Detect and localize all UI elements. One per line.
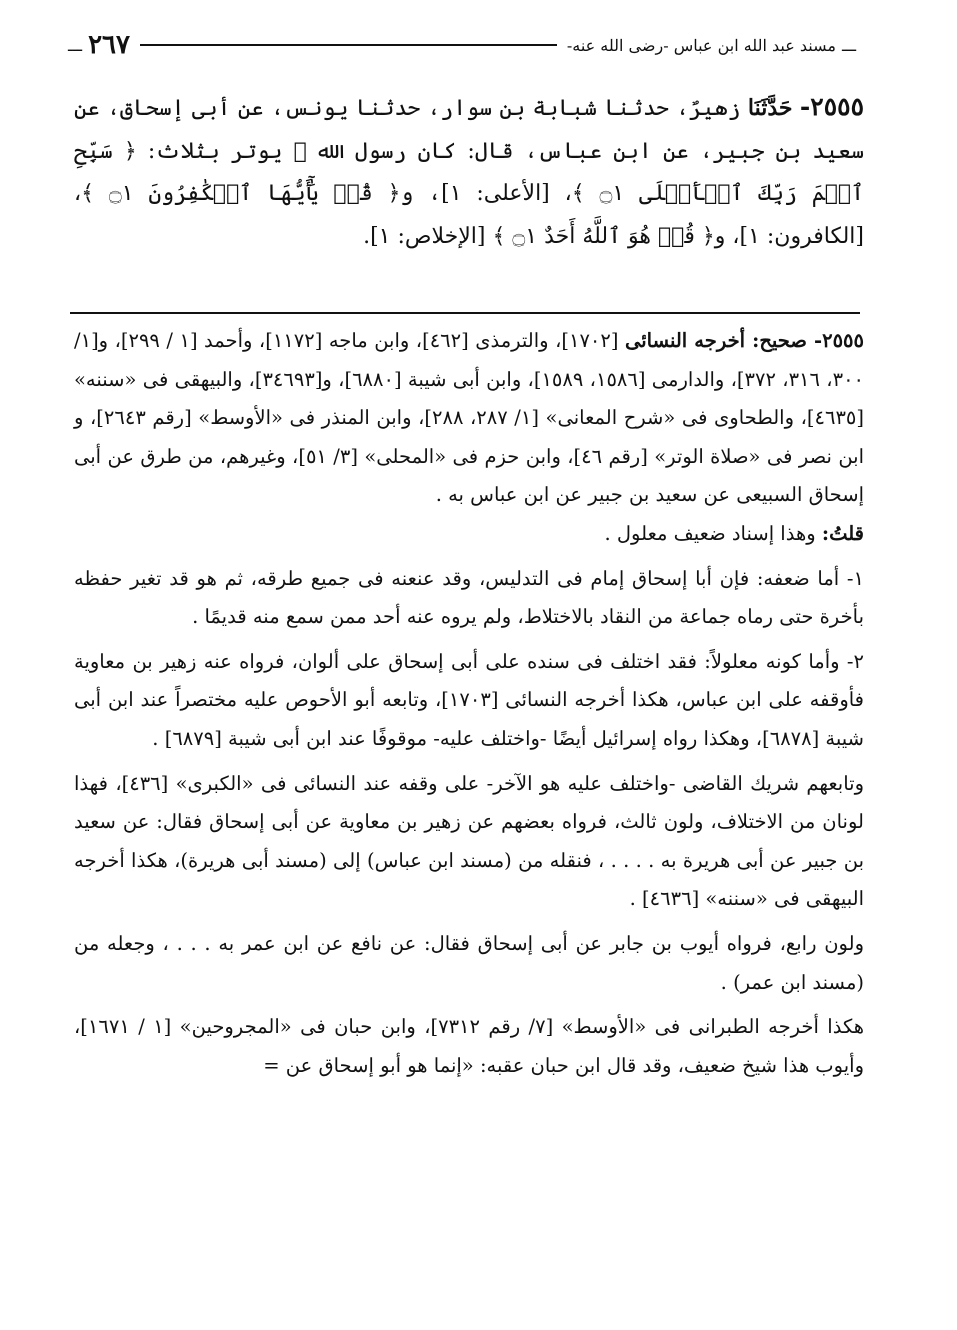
note-paragraph: ولون رابع، فرواه أيوب بن جابر عن أبى إسحاق فقال: عن نافع عن ابن عمر به . . . ، وجعله من (مسند ابن عمر) . xyxy=(74,931,864,994)
header-rule xyxy=(140,44,557,46)
hadith-number: ٢٥٥٥- xyxy=(799,92,864,121)
running-title: مسند عبد الله ابن عباس -رضى الله عنه- xyxy=(566,35,836,55)
hadith-line: سعيد بن جبير، عن ابن عباس، قال: كان رسول الله ﷺ يوتر بثلاث: ﴿ سَبِّحِ ٱسۡمَ رَبِّكَ xyxy=(74,138,864,206)
hadith-text xyxy=(74,86,864,258)
note-paragraph: ٢- وأما كونه معلولاً: فقد اختلف فى سنده على أبى إسحاق على ألوان، فرواه عنه زهير بن معاوية فأوقفه على ابن عباس، هكذا أخرجه النسائى [١٧٠٣]، وتابعه أبو الأحوص عليه مختصراً عند ابن أبى شيبة [٦٨٧٨]، وهكذا رواه إسرائيل أيضًا -واختلف عليه- موقوفًا عند ابن أبى شيبة [٦٨٧٩] . xyxy=(74,649,865,750)
footnotes xyxy=(74,322,864,1085)
page-number: ٢٦٧ xyxy=(88,30,130,60)
note-text: [١٧٠٢]، والترمذى [٤٦٢]، وابن ماجه [١١٧٢]، وأحمد [١ / ٢٩٩]، و[١/ ٣٠٠، ٣١٦، ٣٧٢]، والدارمى [١٥٨٦، ١٥٨٩]، وابن أبى شيبة [٦٨٨٠]، و[٣٤٦٩٣]، والبيهقى فى «سننه» [٤٦٣٥]، والطحاوى فى «شرح المعانى» [١/ ٢٨٧، ٢٨٨]، وابن المنذر فى «الأوسط» [رقم ٢٦٤٣]، و ابن نصر فى «صلاة الوتر» [رقم ٤٦]، وابن حزم فى «المحلى» [٣/ ٥١]، وغيرهم، من طرق عن أبى إسحاق السبيعى عن سعيد بن جبير عن ابن عباس به . xyxy=(74,329,865,507)
note-label: قلتُ: xyxy=(821,521,864,545)
note-paragraph: هكذا أخرجه الطبرانى فى «الأوسط» [٧/ رقم ٧٣١٢]، وابن حبان فى «المجروحين» [١ / ١٦٧١]، وأيوب هذا شيخ ضعيف، وقد قال ابن حبان عقبه: «إنما هو أبو إسحاق عن = xyxy=(74,1015,864,1077)
footnote-separator xyxy=(70,312,860,314)
note-text: وهذا إسناد ضعيف معلول . xyxy=(604,521,816,545)
hadith-paragraph xyxy=(74,86,864,258)
hadith-line: ٱلۡأَعۡلَى ۝١ ﴾، [الأعلى: ١]، و﴿ قُلۡ يَٰٓأَيُّهَا ٱلۡكَٰفِرُونَ ۝١ ﴾، [الكافرون: ١]، xyxy=(74,181,864,249)
hadith-line: زهيرٌ، حدثنا شبابة بن سوار، حدثنا يونس، عن أبى إسحاق، عن xyxy=(74,96,741,121)
note-paragraph: وتابعهم شريك القاضى -واختلف عليه هو الآخر- على وقفه عند النسائى فى «الكبرى» [٤٣٦]، فهذا لونان من الاختلاف، ولون ثالث، فرواه بعضهم عن زهير بن معاوية عن أبى إسحاق فقال: عن سعيد بن جبير عن أبى هريرة به . . . . ، فنقله من (مسند ابن عباس) إلى (مسند أبى هريرة)، هكذا أخرجه البيهقى فى «سننه» [٤٦٣٦] . xyxy=(74,771,864,911)
note-label: ٢٥٥٥- صحيح: أخرجه النسائى xyxy=(624,329,865,352)
hadith-line: و﴿ قُلۡ هُوَ ٱللَّهُ أَحَدٌ ۝١ ﴾ [الإخلاص: ١]. xyxy=(363,223,726,249)
note-paragraph: ١- أما ضعفه: فإن أبا إسحاق إمام فى التدليس، وقد عنعنه فى جميع طرقه، ثم هو قد تغير حفظه بأخرة حتى رماه جماعة من النقاد بالاختلاط، ولم يروه عنه أحد ممن سمع منه قديمًا . xyxy=(74,566,864,629)
header-dash-left: ـــ xyxy=(68,35,83,55)
note-paragraph xyxy=(74,515,864,554)
page-header xyxy=(68,30,856,60)
hadith-opening: حَدَّثَنَا xyxy=(747,95,793,121)
header-dash-right: ـــ xyxy=(841,35,856,55)
note-paragraph xyxy=(74,322,864,515)
